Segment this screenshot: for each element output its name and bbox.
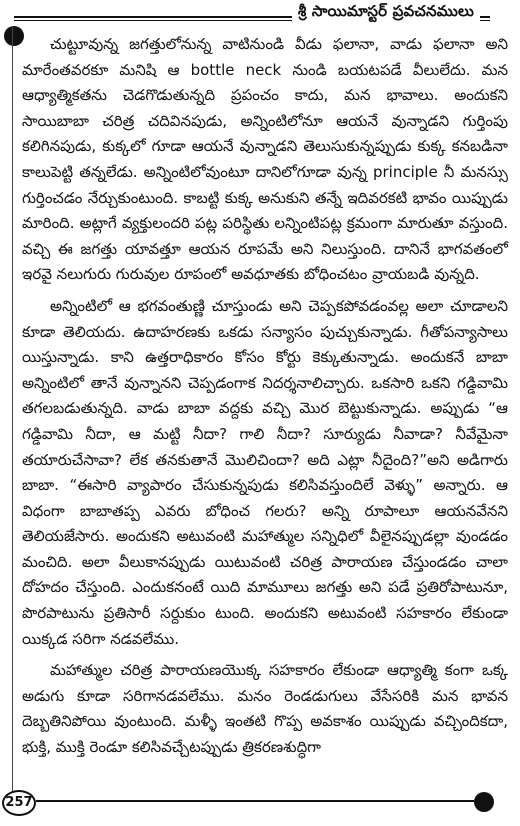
running-header-title: శ్రీ సాయిమాస్టర్ ప్రవచనములు: [292, 2, 480, 24]
page-number: 257: [2, 790, 36, 816]
corner-dot-bottom-right: [474, 792, 494, 812]
body-text: [22, 32, 508, 767]
corner-dot-top-left: [4, 26, 24, 46]
paragraph-1: చుట్టూవున్న జగత్తులోనున్న వాటినుండి వీడు ఫలానా, వాడు ఫలానా అని మారేంతవరకూ మనిషి ఆ bottle neck నుండి బయటపడే వీలులేదు. మన ఆధ్యాత్మికతను చెడగొడుతున్నది ప్రపంచం కాదు, మన భావాలు. అందుకని సాయిబాబా చరిత్ర చదివినపుడు, అన్నింటిలోనూ ఆయనే వున్నాడని గుర్తింపు కలిగినపుడు, కుక్కలో గూడా ఆయనే వున్నాడని తెలుసుకున్నప్పుడు కుక్క కనబడినా కాలుపెట్టి తన్నలేడు. అన్నింటిలోవుంటూ దానిలోగూడా వున్న principle నీ మనస్సు గుర్తించడం నేర్చుకుంటుంది. కాబట్టి కుక్క అనుకుని తన్నే ఇదివరకటి భావం యిప్పుడు మారింది. అట్లాగే వ్యక్తులందరి పట్ల పరిస్థితు లన్నింటిపట్ల క్రమంగా మారుతూ వస్తుంది. వచ్చి ఈ జగత్తు యావత్తూ ఆయన రూపమే అని నిలుస్తుంది. దానినే భాగవతంలో ఇరవై నలుగురు గురువుల రూపంలో అవధూతకు బోధించటం వ్రాయబడి వున్నది.: [22, 35, 508, 284]
paragraph-2: అన్నింటిలో ఆ భగవంతుణ్ణి చూస్తుండు అని చెప్పకపోవడంవల్ల అలా చూడాలని కూడా తెలియదు. ఉదాహరణకు ఒకడు సన్యాసం పుచ్చుకున్నాడు. గీతోపన్యాసాలు యిస్తున్నాడు. కాని ఉత్తరాధికారం కోసం కోర్టు కెక్కుతున్నాడు. అందుకనే బాబా అన్నింటిలో తానే వున్నానని చెప్పడంగాక నిదర్శనాలిచ్చారు. ఒకసారి ఒకని గడ్డివామి తగలబడుతున్నది. వాడు బాబా వద్దకు వచ్చి మొర బెట్టుకున్నాడు. అప్పుడు “ఆ గడ్డివామి నీదా, ఆ మట్టి నీదా? గాలి నీదా? సూర్యుడు నీవాడా? నీవేమైనా తయారుచేసావా? లేక తనకుతానే మొలిచిందా? అది ఎట్లా నీదైంది?”అని అడిగారు బాబా. “ఈసారి వ్యాపారం చేసుకున్నపుడు కలిసివస్తుందిలే వెళ్ళు” అన్నారు. ఆ విధంగా బాబాతప్ప ఎవరు బోధించ గలరు? అన్ని రూపాలూ ఆయనవేనని తెలియజేసారు. అందుకని అటువంటి మహాత్ముల సన్నిధిలో వీలైనప్పుడల్లా వుండడం మంచిది. అలా వీలుకానప్పుడు యిటువంటి చరిత్ర పారాయణ చేస్తుండడం చాలా దోహదం చేస్తుంది. ఎందుకనంటే యిది మామూలు జగత్తు అని పడే ప్రతిరోపాటునూ, పొరపాటును ప్రతిసారీ సర్దుకుం టుంది. అందుకని అటువంటి సహకారం లేకుండా యిక్కడ సరిగా నడవలేము.: [22, 296, 508, 648]
footer-rule: [36, 800, 474, 802]
paragraph-3: మహాత్ముల చరిత్ర పారాయణయొక్క సహకారం లేకుండా ఆధ్యాత్మి కంగా ఒక్క అడుగు కూడా సరిగానడవలేము. మనం రెండడుగులు వేసేసరికి మన భావన దెబ్బతినిపోయి వుంటుంది. మళ్ళీ ఇంతటి గొప్ప అవకాశం యిప్పుడు వచ్చిందికదా, భుక్తి, ముక్తి రెండూ కలిసివచ్చేటప్పుడు త్రికరణశుద్ధిగా: [22, 661, 508, 757]
left-margin-rule: [12, 26, 13, 800]
